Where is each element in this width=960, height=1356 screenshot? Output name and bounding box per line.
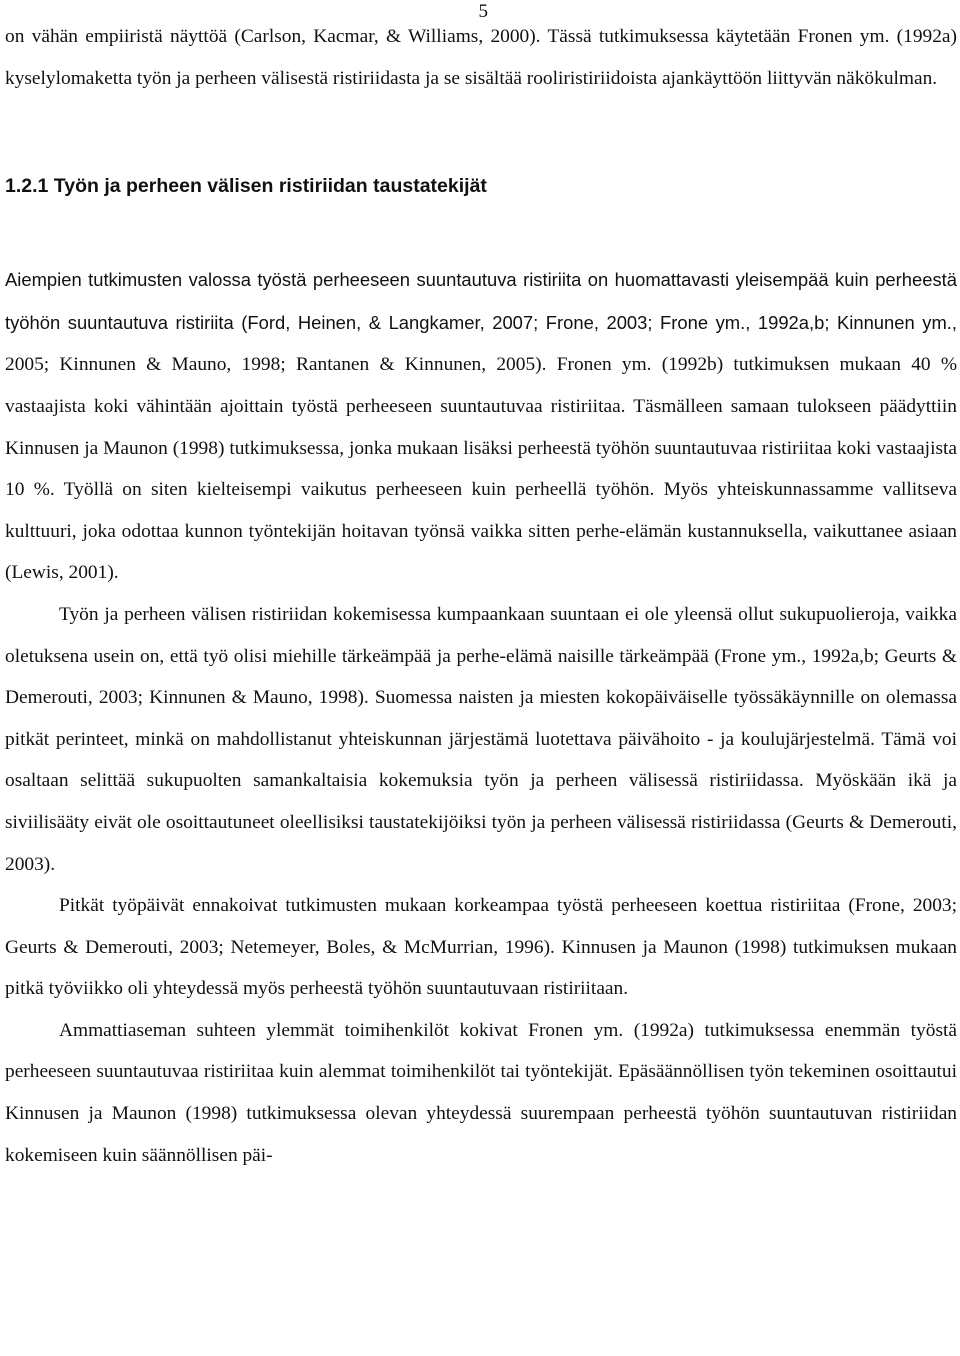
paragraph-2: Työn ja perheen välisen ristiriidan kokemisessa kumpaankaan suuntaan ei ole yleensä ollut sukupuolieroja, vaikka oletuksena usein on, että työ olisi miehille tärkeämpää ja perhe-elämä naisille tärkeämpää (Frone ym., 1992a,b; Geurts & Demerouti, 2003; Kinnunen & Mauno, 1998). Suomessa naisten ja miesten kokopäiväiselle työssäkäynnille on olemassa pitkät perinteet, minkä on mahdollistanut yhteiskunnan järjestämä luotettava päivähoito - ja koulujärjestelmä. Tämä voi osaltaan selittää sukupuolten samankaltaisia kokemuksia työn ja perheen välisessä ristiriidassa. Myöskään ikä ja siviilisääty eivät ole osoittautuneet oleellisiksi taustatekijöiksi työn ja perheen välisessä ristiriidassa (Geurts & Demerouti, 2003).: [5, 603, 957, 875]
paragraph-1: [5, 259, 957, 594]
section-heading: 1.2.1 Työn ja perheen välisen ristiriidan taustatekijät: [5, 175, 487, 198]
document-body: [5, 16, 957, 1176]
paragraph-4: Ammattiaseman suhteen ylemmät toimihenkilöt kokivat Fronen ym. (1992a) tutkimuksessa enemmän työstä perheeseen suuntautuvaa ristiriitaa kuin alemmat toimihenkilöt tai työntekijät. Epäsäännöllisen työn tekeminen osoittautui Kinnusen ja Maunon (1998) tutkimuksessa olevan yhteydessä suurempaan perheestä työhön suuntautuvan ristiriidan kokemiseen kuin säännöllisen päi-: [5, 1019, 957, 1166]
section-heading-block: [5, 173, 957, 199]
page-number: 5: [478, 1, 488, 22]
intro-paragraph: on vähän empiiristä näyttöä (Carlson, Kacmar, & Williams, 2000). Tässä tutkimuksessa käytetään Fronen ym. (1992a) kyselylomaketta työn ja perheen välisestä ristiriidasta ja se sisältää rooliristiriidoista ajankäyttöön liittyvän näkökulman.: [5, 26, 957, 89]
paragraph-1-serif-part: 2005; Kinnunen & Mauno, 1998; Rantanen & Kinnunen, 2005). Fronen ym. (1992b) tutkimuksen mukaan 40 % vastaajista koki vähintään ajoittain työstä perheeseen suuntautuvaa ristiriitaa. Täsmälleen samaan tulokseen päädyttiin Kinnusen ja Maunon (1998) tutkimuksessa, jonka mukaan lisäksi perheestä työhön suuntautuvaa ristiriitaa koki vastaajista 10 %. Työllä on siten kielteisempi vaikutus perheeseen kuin perheellä työhön. Myös yhteiskunnassamme vallitseva kulttuuri, joka odottaa kunnon työntekijän hoitavan työnsä vaikka sitten perhe-elämän kustannuksella, vaikuttanee asiaan (Lewis, 2001).: [5, 354, 957, 584]
paragraph-3: Pitkät työpäivät ennakoivat tutkimusten mukaan korkeampaa työstä perheeseen koettua ristiriitaa (Frone, 2003; Geurts & Demerouti, 2003; Netemeyer, Boles, & McMurrian, 1996). Kinnusen ja Maunon (1998) tutkimuksen mukaan pitkä työviikko oli yhteydessä myös perheestä työhön suuntautuvaan ristiriitaan.: [5, 895, 957, 1000]
paragraph-1-sans-part: Aiempien tutkimusten valossa työstä perheeseen suuntautuva ristiriita on huomattavasti yleisempää kuin perheestä työhön suuntautuva ristiriita (Ford, Heinen, & Langkamer, 2007; Frone, 2003; Frone ym., 1992a,b; Kinnunen ym.,: [5, 269, 957, 333]
